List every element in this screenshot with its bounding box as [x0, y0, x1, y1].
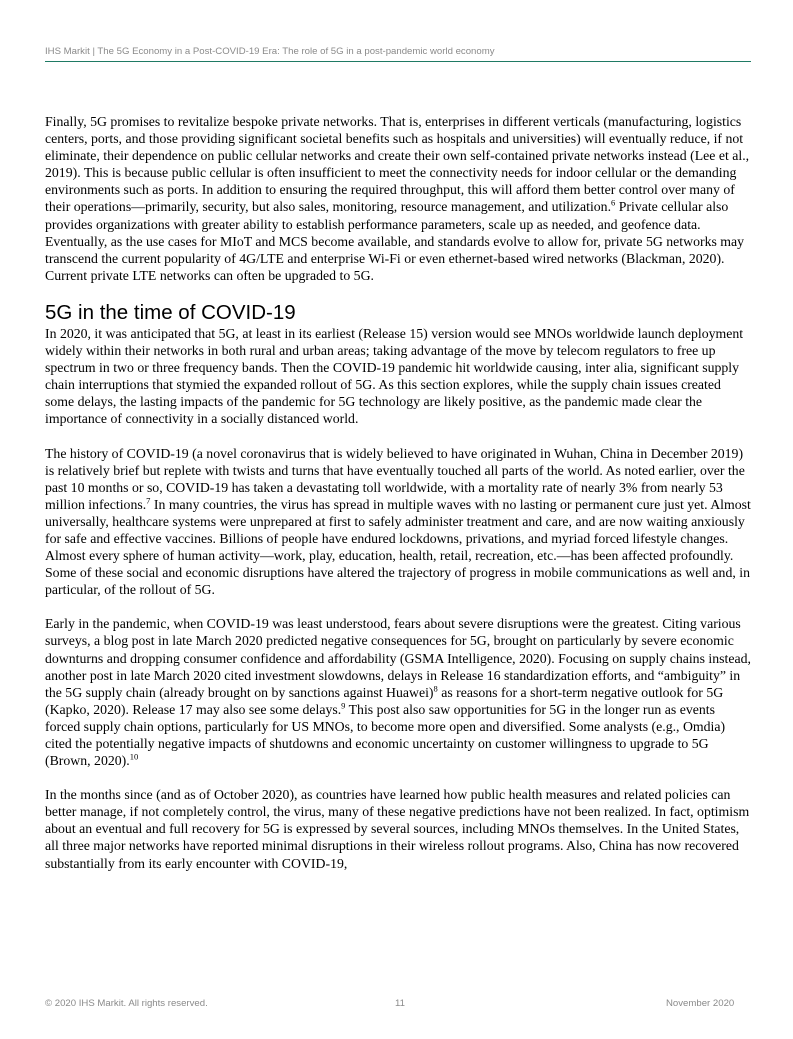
paragraph-text: as reasons for a short-term negative outlook for 5G (Kapko, 2020). Release 17 may also see some delays. — [45, 684, 724, 717]
page-body — [45, 113, 751, 872]
footer-date: November 2020 — [666, 998, 735, 1009]
paragraph-covid-intro: In 2020, it was anticipated that 5G, at least in its earliest (Release 15) version would see MNOs worldwide launch deployment widely within their networks in both rural and urban areas; taking advantage of the move by telecom regulators to free up spectrum in two or three frequency bands. Then the COVID-19 pandemic hit worldwide causing, inter alia, significant supply chain interruptions that stymied the expanded rollout of 5G. As this section explores, while the supply chain issues created some delays, the lasting impacts of the pandemic for 5G technology are likely positive, as the pandemic made clear the importance of connectivity in a socially distanced world. — [45, 325, 744, 427]
paragraph-early-pandemic — [45, 615, 751, 769]
footer-copyright: © 2020 IHS Markit. All rights reserved. — [45, 998, 208, 1009]
running-header: IHS Markit | The 5G Economy in a Post-COVID-19 Era: The role of 5G in a post-pandemic world economy — [45, 46, 495, 57]
paragraph-text: In many countries, the virus has spread in multiple waves with no lasting or permanent cure just yet. Almost universally, healthcare systems were unprepared at first to safely administer treatment and care, and are now waiting anxiously for safe and effective vaccines. Billions of people have endured lockdowns, privations, and myriad forced lifestyle changes. Almost every sphere of human activity—work, play, education, health, retail, recreation, etc.—has been affected profoundly. Some of these social and economic disruptions have altered the trajectory of progress in mobile communications as well and, in particular, of the rollout of 5G. — [45, 496, 751, 598]
footnote-ref-6[interactable]: 6 — [611, 197, 616, 208]
header-divider — [45, 61, 751, 62]
paragraph-text: The history of COVID-19 (a novel coronavirus that is widely believed to have originated in Wuhan, China in December 2019) is relatively brief but replete with twists and turns that have eventually touched all parts of the world. As noted earlier, over the past 10 months or so, COVID-19 has taken a devastating toll worldwide, with a mortality rate of nearly 3% from nearly 53 million infections. — [45, 445, 745, 512]
page-number: 11 — [395, 998, 405, 1009]
paragraph-text: Private cellular also provides organizations with greater ability to establish performance parameters, scale up as needed, and geofence data. Eventually, as the use cases for MIoT and MCS become available, and standards evolve to allow for, private 5G networks may transcend the current popularity of 4G/LTE and enterprise Wi-Fi or even ethernet-based wired networks (Blackman, 2020). Current private LTE networks can often be upgraded to 5G. — [45, 199, 745, 283]
paragraph-private-networks — [45, 113, 751, 284]
footnote-ref-8[interactable]: 8 — [433, 683, 438, 694]
footnote-ref-10[interactable]: 10 — [129, 751, 139, 762]
footnote-ref-7[interactable]: 7 — [146, 495, 151, 506]
paragraph-text: This post also saw opportunities for 5G in the longer run as events forced supply chain options, particularly for US MNOs, to become more open and diversified. Some analysts (e.g., Omdia) cited the potentially negative impacts of shutdowns and economic uncertainty on customer willingness to upgrade to 5G (Brown, 2020). — [45, 701, 726, 769]
paragraph-text: Early in the pandemic, when COVID-19 was least understood, fears about severe disruptions were the greatest. Citing various surveys, a blog post in late March 2020 predicted negative consequences for 5G, brought on particularly by severe economic downturns and dropping consumer confidence and affordability (GSMA Intelligence, 2020). Focusing on supply chains instead, another post in late March 2020 cited investment slowdowns, delays in Release 16 standardization efforts, and “ambiguity” in the 5G supply chain (already brought on by sanctions against Huawei) — [45, 616, 751, 700]
paragraph-covid-history — [45, 445, 751, 599]
section-heading: 5G in the time of COVID-19 — [45, 300, 296, 324]
paragraph-text: Finally, 5G promises to revitalize bespoke private networks. That is, enterprises in different verticals (manufacturing, logistics centers, ports, and those providing significant societal benefits such as hospitals and universities) will eventually reduce, if not eliminate, their dependence on public cellular networks and create their own self-contained private networks instead (Lee et al., 2019). This is because public cellular is often insufficient to meet the connectivity needs for indoor cellular or the demanding environments such as ports. In addition to ensuring the required throughput, this will afford them better control over many of their operations—primarily, security, but also sales, monitoring, resource management, and utilization. — [45, 114, 750, 215]
footnote-ref-9[interactable]: 9 — [341, 700, 346, 711]
paragraph-months-since: In the months since (and as of October 2020), as countries have learned how public health measures and related policies can better manage, if not completely control, the virus, many of these negative predictions have not been realized. In fact, optimism about an eventual and full recovery for 5G is expressed by several sources, including MNOs themselves. In the United States, all three major networks have reported minimal disruptions in their wireless rollout programs. Also, China has now recovered substantially from its early encounter with COVID-19, — [45, 787, 750, 871]
